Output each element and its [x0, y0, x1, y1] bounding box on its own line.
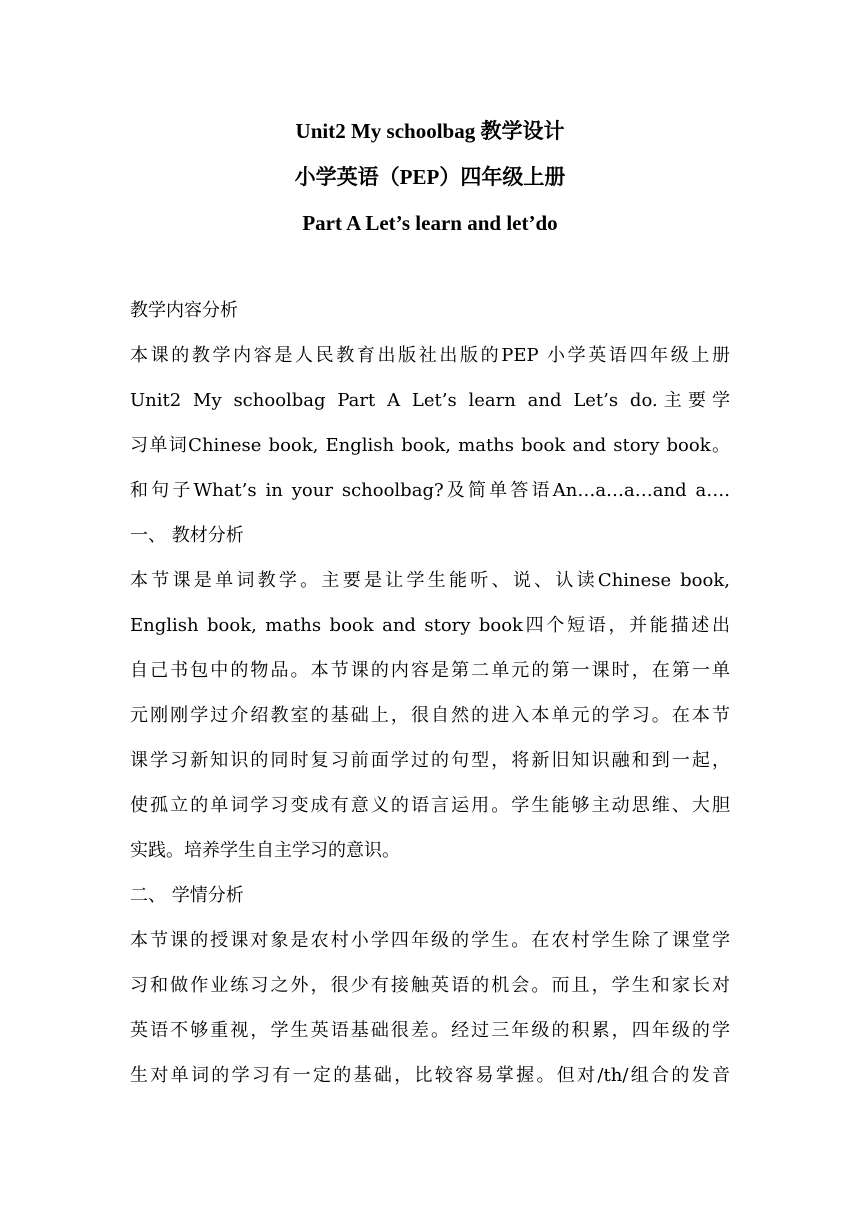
paragraph-line: 本节课的授课对象是农村小学四年级的学生。在农村学生除了课堂学	[130, 930, 730, 951]
document-title-block	[0, 108, 860, 246]
paragraph-line: 生对单词的学习有一定的基础，比较容易掌握。但对/th/组合的发音	[130, 1065, 730, 1086]
section-heading-content-analysis: 教学内容分析	[130, 300, 238, 321]
paragraph-line: Unit2 My schoolbag Part A Let’s learn and Let’s do.主要学	[130, 390, 730, 411]
paragraph-line: 元刚刚学过介绍教室的基础上，很自然的进入本单元的学习。在本节	[130, 705, 730, 726]
paragraph-line: 本课的教学内容是人民教育出版社出版的PEP 小学英语四年级上册	[130, 345, 730, 366]
paragraph-line: 习和做作业练习之外，很少有接触英语的机会。而且，学生和家长对	[130, 975, 730, 996]
paragraph-line: 自己书包中的物品。本节课的内容是第二单元的第一课时，在第一单	[130, 660, 730, 681]
paragraph-line: 实践。培养学生自主学习的意识。	[130, 840, 400, 861]
section-heading-student-analysis: 二、 学情分析	[130, 885, 244, 906]
document-subtitle-grade: 小学英语（PEP）四年级上册	[294, 165, 566, 189]
paragraph-line: 本节课是单词教学。主要是让学生能听、说、认读Chinese book,	[130, 570, 730, 591]
document-subtitle-part: Part A Let’s learn and let’do	[302, 211, 558, 235]
paragraph-line: 使孤立的单词学习变成有意义的语言运用。学生能够主动思维、大胆	[130, 795, 730, 816]
section-heading-textbook-analysis: 一、 教材分析	[130, 525, 244, 546]
document-title: Unit2 My schoolbag 教学设计	[295, 119, 565, 143]
paragraph-line: 英语不够重视，学生英语基础很差。经过三年级的积累，四年级的学	[130, 1020, 730, 1041]
paragraph-line: 和句子What’s in your schoolbag?及简单答语An…a…a…and a….	[130, 480, 730, 501]
paragraph-line: 习单词Chinese book, English book, maths book and story book。	[130, 435, 730, 456]
paragraph-line: English book, maths book and story book四个短语，并能描述出	[130, 615, 730, 636]
document-body	[130, 288, 730, 1098]
paragraph-line: 课学习新知识的同时复习前面学过的句型，将新旧知识融和到一起，	[130, 750, 730, 771]
